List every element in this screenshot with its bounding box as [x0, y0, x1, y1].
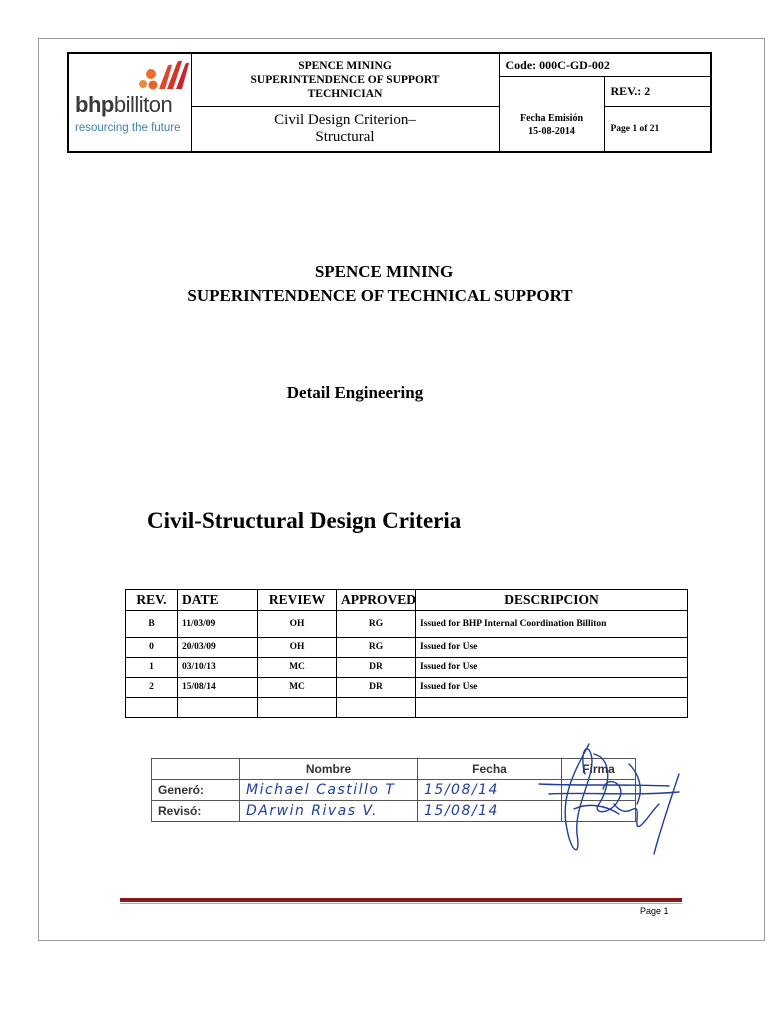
handwritten-name: DArwin Rivas V.	[240, 801, 418, 822]
handwritten-name: Michael Castillo T	[240, 780, 418, 801]
issue-date: Fecha Emisión 15-08-2014	[499, 77, 604, 153]
document-code: Code: 000C-GD-002	[499, 53, 711, 77]
row-label: Revisó:	[152, 801, 240, 822]
logo-wordmark: bhpbilliton	[75, 92, 173, 117]
handwritten-date: 15/08/14	[418, 780, 562, 801]
bhp-logo-mark-icon	[137, 60, 189, 90]
organization-name: SPENCE MINING SUPERINTENDENCE OF SUPPORT TECHNICIAN	[191, 53, 499, 107]
footer-rule-shadow	[120, 903, 682, 904]
title-department: SUPERINTENDENCE OF TECHNICAL SUPPORT	[187, 286, 573, 305]
column-header: REV.	[126, 590, 178, 611]
revision-number: REV.: 2	[604, 77, 711, 107]
title-subtitle: Detail Engineering	[286, 383, 424, 402]
column-header: DESCRIPCION	[416, 590, 688, 611]
footer-rule	[120, 898, 682, 902]
company-logo	[68, 53, 191, 152]
table-row: 2 15/08/14 MC DR Issued for Use	[126, 678, 688, 698]
page-count: Page 1 of 21	[604, 107, 711, 153]
table-row: B 11/03/09 OH RG Issued for BHP Internal Coordination Billiton	[126, 611, 688, 638]
document-title: Civil Design Criterion– Structural	[191, 107, 499, 153]
handwritten-date: 15/08/14	[418, 801, 562, 822]
column-header	[152, 759, 240, 780]
column-header: Nombre	[240, 759, 418, 780]
table-row: 0 20/03/09 OH RG Issued for Use	[126, 638, 688, 658]
column-header: APPROVED	[337, 590, 416, 611]
column-header: Firma	[562, 759, 636, 780]
revision-table	[125, 589, 688, 718]
logo-tagline: resourcing the future	[75, 122, 181, 134]
title-company: SPENCE MINING	[314, 262, 454, 281]
column-header: REVIEW	[258, 590, 337, 611]
document-header	[67, 52, 710, 151]
signature-block	[127, 742, 692, 866]
column-header: DATE	[178, 590, 258, 611]
footer-page-number: Page 1	[640, 906, 669, 916]
handwritten-signature-icon	[519, 734, 709, 864]
table-row: 1 03/10/13 MC DR Issued for Use	[126, 658, 688, 678]
column-header: Fecha	[418, 759, 562, 780]
title-main: Civil-Structural Design Criteria	[147, 508, 462, 533]
row-label: Generó:	[152, 780, 240, 801]
table-row	[126, 698, 688, 718]
